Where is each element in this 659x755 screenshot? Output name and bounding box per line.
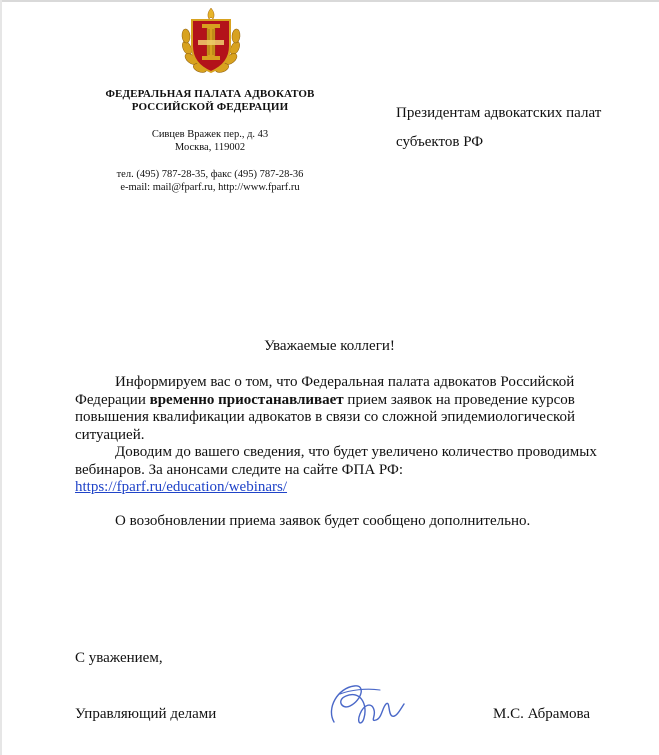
phone-fax: тел. (495) 787-28-35, факс (495) 787-28-36 [116, 169, 304, 180]
org-name-line2: РОССИЙСКОЙ ФЕДЕРАЦИИ [131, 101, 289, 113]
paragraph-2 [75, 444, 645, 497]
org-name-line1: ФЕДЕРАЛЬНАЯ ПАЛАТА АДВОКАТОВ [105, 88, 315, 100]
paragraph-2-text: Доводим до вашего сведения, что будет увеличено количество проводимых вебинаров. За анонсами следите на сайте ФПА РФ: [75, 444, 597, 478]
paragraph-3: О возобновлении приема заявок будет сообщено дополнительно. [115, 512, 531, 529]
webinars-link[interactable]: https://fparf.ru/education/webinars/ [75, 479, 288, 495]
paragraph-1 [75, 374, 645, 444]
signatory-name: М.С. Абрамова [493, 706, 590, 722]
recipient-block [396, 99, 646, 157]
letter-body [75, 374, 645, 530]
address-city: Москва, 119002 [174, 142, 246, 153]
email-web: e-mail: mail@fparf.ru, http://www.fparf.ru [120, 182, 300, 193]
recipient-line2: субъектов РФ [396, 134, 484, 150]
page-border-left [0, 0, 2, 755]
fpa-emblem-logo [178, 6, 244, 78]
paragraph-1-emphasis: временно приостанавливает [149, 391, 344, 408]
salutation: Уважаемые коллеги! [264, 338, 395, 354]
recipient-line1: Президентам адвокатских палат [396, 105, 602, 121]
paragraph-1-start: Информируем вас о том, что Федеральная палата адвокатов Российской Федерации [75, 374, 575, 408]
address-street: Сивцев Вражек пер., д. 43 [151, 129, 269, 140]
handwritten-signature [320, 674, 408, 732]
letterhead [60, 88, 360, 194]
signatory-position: Управляющий делами [75, 706, 217, 722]
page-border-top [0, 0, 659, 2]
closing-phrase: С уважением, [75, 650, 163, 666]
paragraph-1-end: прием заявок на проведение курсов повышения квалификации адвокатов в связи со сложной эпидемиологической ситуацией. [75, 391, 576, 443]
